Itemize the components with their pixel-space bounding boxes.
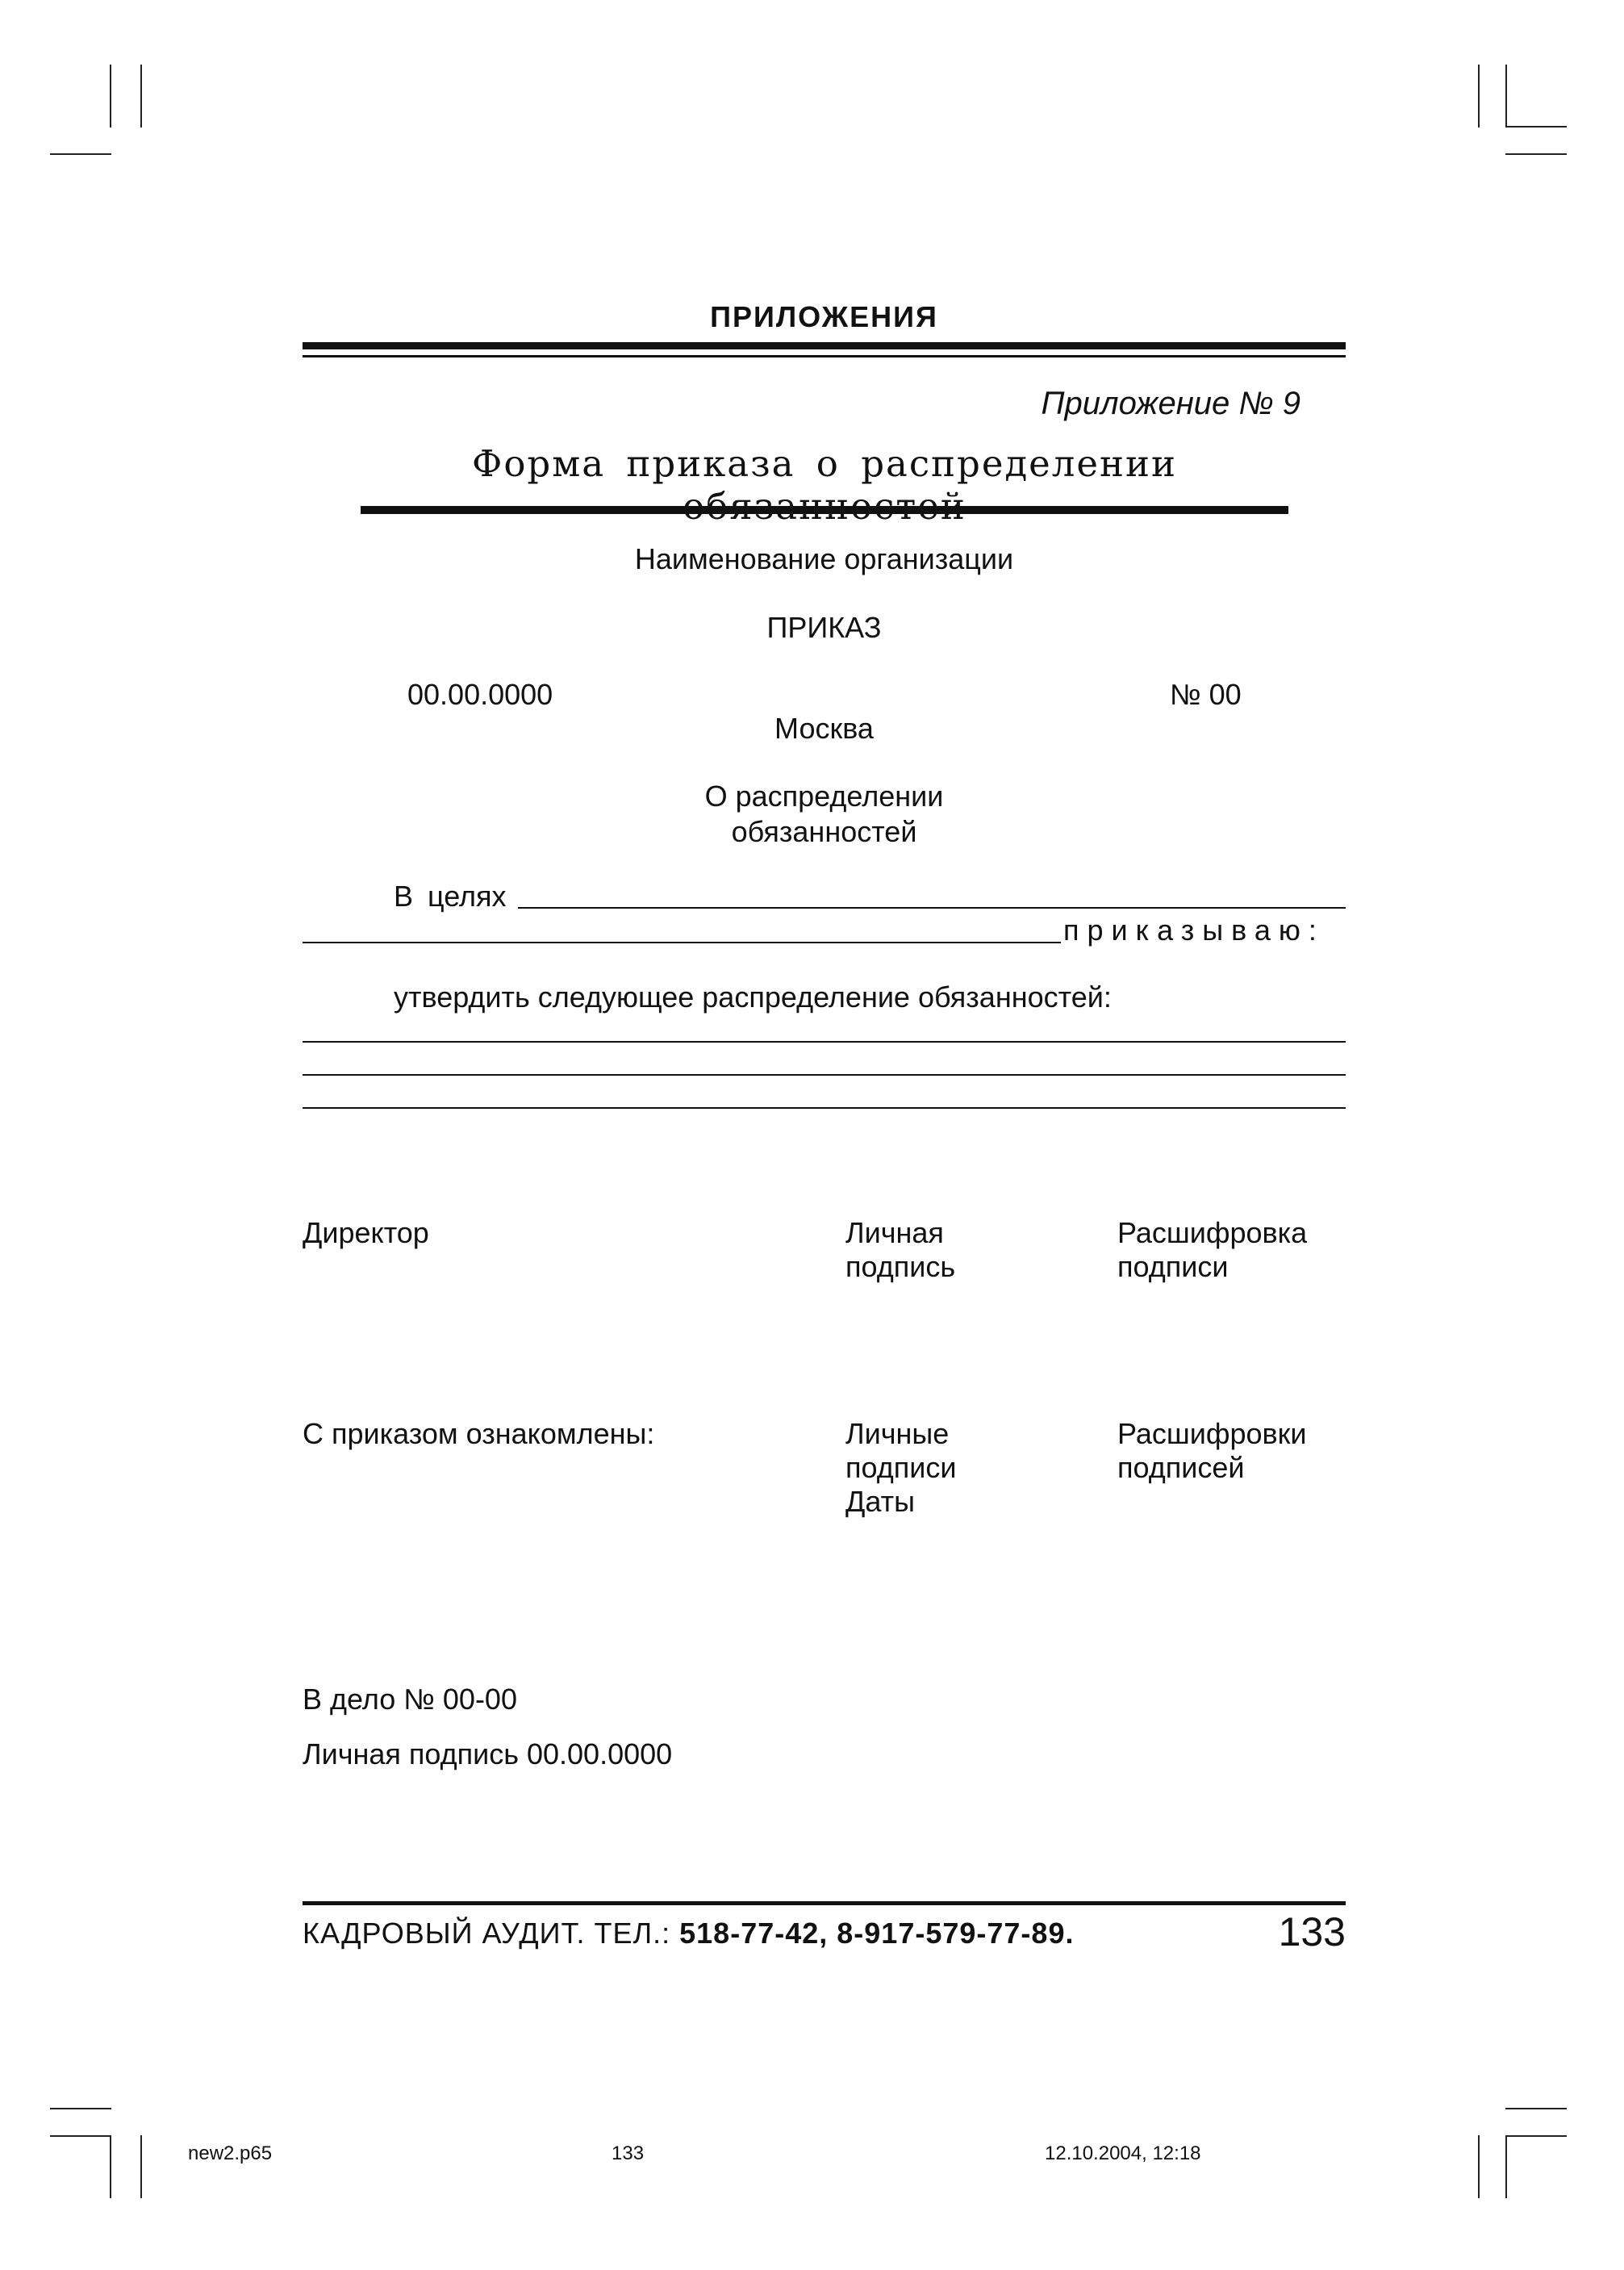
crop-mark (1505, 2135, 1567, 2137)
personal-signature-line: подпись (845, 1250, 956, 1283)
goal-blank-line (303, 942, 1061, 943)
organization-name: Наименование организации (634, 542, 1014, 575)
order-number: № 00 (1170, 678, 1242, 711)
crop-mark (1505, 65, 1507, 128)
file-number: В дело № 00-00 (303, 1683, 517, 1716)
file-signature: Личная подпись 00.00.0000 (303, 1737, 673, 1770)
title-rule (361, 506, 1288, 514)
personal-signature-label (845, 1216, 955, 1284)
footer-phones: 518-77-42, 8-917-579-77-89. (679, 1917, 1075, 1950)
signature-decoding-line: Расшифровка (1117, 1216, 1308, 1249)
personal-signature-line: Личная (845, 1216, 944, 1249)
page-number: 133 (1278, 1909, 1346, 1954)
crop-mark (1505, 2135, 1507, 2198)
crop-mark (1478, 2135, 1480, 2198)
order-word: приказываю: (1063, 913, 1325, 947)
duties-blank-line (303, 1107, 1346, 1109)
document-type: ПРИКАЗ (766, 611, 882, 644)
director-label: Директор (303, 1216, 429, 1249)
goal-label: В целях (394, 880, 507, 913)
crop-mark (110, 2135, 111, 2198)
approve-text: утвердить следующее распределение обязанностей: (394, 980, 1112, 1014)
header-rule-thin (303, 355, 1346, 357)
duties-blank-line (303, 1041, 1346, 1043)
acquainted-label: С приказом ознакомлены: (303, 1417, 655, 1450)
dates-line: Даты (845, 1485, 915, 1518)
crop-mark (140, 2135, 142, 2198)
footer-rule (303, 1901, 1346, 1905)
crop-mark (140, 65, 142, 128)
crop-mark (1505, 2108, 1567, 2109)
signatures-decoding-line: подписей (1117, 1451, 1245, 1484)
order-date: 00.00.0000 (407, 678, 553, 711)
personal-signatures-line: Личные (845, 1417, 950, 1450)
crop-mark (50, 2135, 111, 2137)
crop-mark (1478, 65, 1480, 128)
footer-contact (303, 1917, 1074, 1950)
signature-decoding-line: подписи (1117, 1250, 1229, 1283)
crop-mark (1505, 126, 1567, 128)
appendix-number: Приложение № 9 (1041, 386, 1300, 421)
signatures-decoding-label (1117, 1417, 1306, 1485)
slug-page: 133 (612, 2142, 645, 2164)
order-city: Москва (774, 712, 874, 745)
header-rule-thick (303, 342, 1346, 349)
signatures-decoding-line: Расшифровки (1117, 1417, 1307, 1450)
form-title: Форма приказа о распределении (471, 442, 1177, 485)
crop-mark (1505, 153, 1567, 155)
crop-mark (50, 153, 111, 155)
signature-decoding-label (1117, 1216, 1307, 1284)
order-subject-line: обязанностей (731, 815, 917, 848)
goal-blank-line (518, 907, 1346, 909)
slug-filename: new2.p65 (188, 2142, 273, 2164)
slug-datetime: 12.10.2004, 12:18 (1045, 2142, 1201, 2164)
duties-blank-line (303, 1074, 1346, 1076)
order-subject-line: О распределении (704, 780, 944, 813)
crop-mark (50, 2108, 111, 2109)
section-header: ПРИЛОЖЕНИЯ (710, 300, 938, 333)
personal-signatures-line: подписи (845, 1451, 957, 1484)
crop-mark (110, 65, 111, 128)
personal-signatures-label (845, 1417, 956, 1519)
order-subject (303, 779, 1346, 850)
footer-org-name: КАДРОВЫЙ АУДИТ. ТЕЛ.: (303, 1917, 671, 1950)
